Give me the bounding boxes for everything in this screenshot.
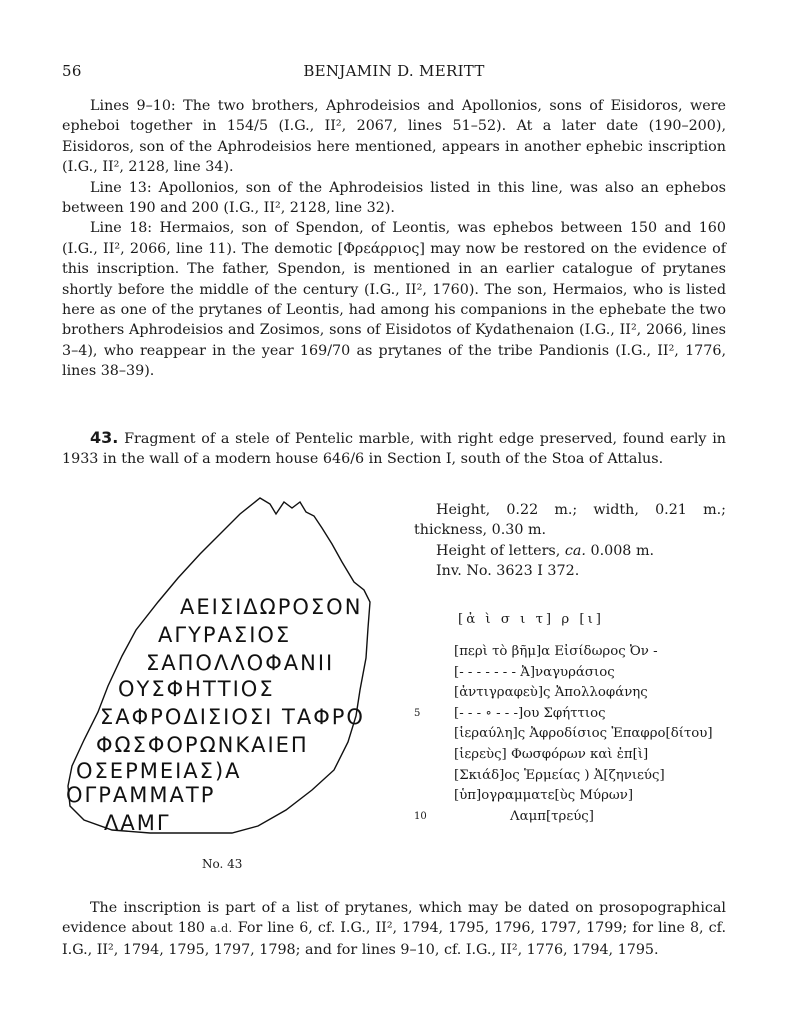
fig-line-5: ΣΑΦΡΟΔΙΣΙΟΣΙ ΤΑΦΡΟ <box>100 705 365 729</box>
dimensions: Height, 0.22 m.; width, 0.21 m.; thickness, 0.30 m. <box>414 502 726 539</box>
commentary-lines-9-10: Lines 9–10: The two brothers, Aphrodeisios and Apollonios, sons of Eisidoros, were epheboi together in 154/5 (I.G., II², 2067, lines 51–52). At a later date (190–200), Eisidoros, son of the Aphrodeisios here mentioned, appears in another ephebic inscription (I.G., II², 2128, line 34). <box>62 98 726 176</box>
transcription-line: [ἱεραύλη]ς Ἀφροδίσιος Ἐπαφρο[δίτου] <box>454 726 713 742</box>
figure-caption: No. 43 <box>202 857 243 871</box>
transcription-line: [ἱερεὺς] Φωσφόρων καὶ ἐπ[ὶ] <box>454 746 649 762</box>
fig-line-4: ΟΥΣΦΗΤΤΙΟΣ <box>118 677 275 701</box>
closing-text-1: The inscription is part of a list of prytanes, which may be dated on prosopographical evidence about 180 <box>62 900 726 937</box>
transcription-line: 5 [- - - ∘ - - -]ου Σφήττιος <box>414 705 606 721</box>
page-number: 56 <box>62 62 82 80</box>
era-abbrev: a.d. <box>210 922 233 936</box>
fragment-outline-svg <box>62 490 402 850</box>
fig-line-1: ΑΕΙΣΙΔΩΡΟΣΟΝ <box>180 595 363 619</box>
fig-line-3: ΣΑΠΟΛΛΟΦΑΝΙΙ <box>146 651 335 675</box>
transcription-line: 10 Λαμπ[τρεύς] <box>414 808 594 824</box>
closing-paragraph <box>62 898 726 960</box>
specifications <box>414 500 726 582</box>
inventory-number: Inv. No. 3623 I 372. <box>436 563 580 580</box>
fig-line-9: ΛΑΜΓ <box>104 811 171 835</box>
transcription-heading: [ἀ ὶ σ ι τ] ρ [ι] <box>458 612 604 627</box>
transcription-line: [Σκιάδ]ος Ἑρμείας ) Ἀ[ζηνιεύς] <box>454 767 665 783</box>
fig-line-2: ΑΓΥΡΑΣΙΟΣ <box>158 623 292 647</box>
greek-transcription <box>414 610 734 827</box>
running-title: BENJAMIN D. MERITT <box>303 62 485 80</box>
transcription-line: [ὑπ]ογραμματε[ὺς Μύρων] <box>454 788 634 804</box>
commentary <box>62 96 726 382</box>
inscription-drawing <box>62 490 402 850</box>
commentary-line-13: Line 13: Apollonios, son of the Aphrodeisios listed in this line, was also an ephebos between 190 and 200 (I.G., II², 2128, line 32). <box>62 179 726 217</box>
running-header <box>62 62 726 84</box>
closing-text-2: For line 6, cf. I.G., II², 1794, 1795, 1796, 1797, 1799; for line 8, cf. I.G., II², 1794, 1795, 1797, 1798; and for lines 9–10, cf. I.G., II², 1776, 1794, 1795. <box>62 920 726 958</box>
entry-description: Fragment of a stele of Pentelic marble, with right edge preserved, found early in 1933 in the wall of a modern house 646/6 in Section Ι, south of the Stoa of Attalus. <box>62 431 726 468</box>
transcription-line: [- - - - - - - Ἀ]ναγυράσιος <box>454 664 615 680</box>
entry-number: 43. <box>90 428 119 447</box>
fig-line-6: ΦΩΣΦΟΡΩΝΚΑΙΕΠ <box>96 733 309 757</box>
transcription-line: [περὶ τὸ βῆμ]α Εἰσίδωρος Ὀν - <box>454 644 658 659</box>
entry-heading <box>62 428 726 470</box>
letter-height: Height of letters, ca. 0.008 m. <box>436 542 655 559</box>
fig-line-8: ΟΓΡΑΜΜΑΤΡ <box>66 783 216 807</box>
transcription-line: [ἀντιγραφεὺ]ς Ἀπολλοφάνης <box>454 685 648 701</box>
fig-line-7: ΟΣΕΡΜΕΙΑΣ)Α <box>76 759 242 783</box>
commentary-line-18: Line 18: Hermaios, son of Spendon, of Leontis, was ephebos between 150 and 160 (I.G., II², 2066, line 11). The demotic [Φρεάρριος] may now be restored on the evidence of this inscription. The father, Spendon, is mentioned in an earlier catalogue of prytanes shortly before the middle of the century (I.G., II², 1760). The son, Hermaios, who is listed here as one of the prytanes of Leontis, had among his companions in the ephebate the two brothers Aphrodeisios and Zosimos, sons of Eisidotos of Kydathenaion (I.G., II², 2066, lines 3–4), who reappear in the year 169/70 as prytanes of the tribe Pandionis (I.G., II², 1776, lines 38–39). <box>62 220 726 380</box>
